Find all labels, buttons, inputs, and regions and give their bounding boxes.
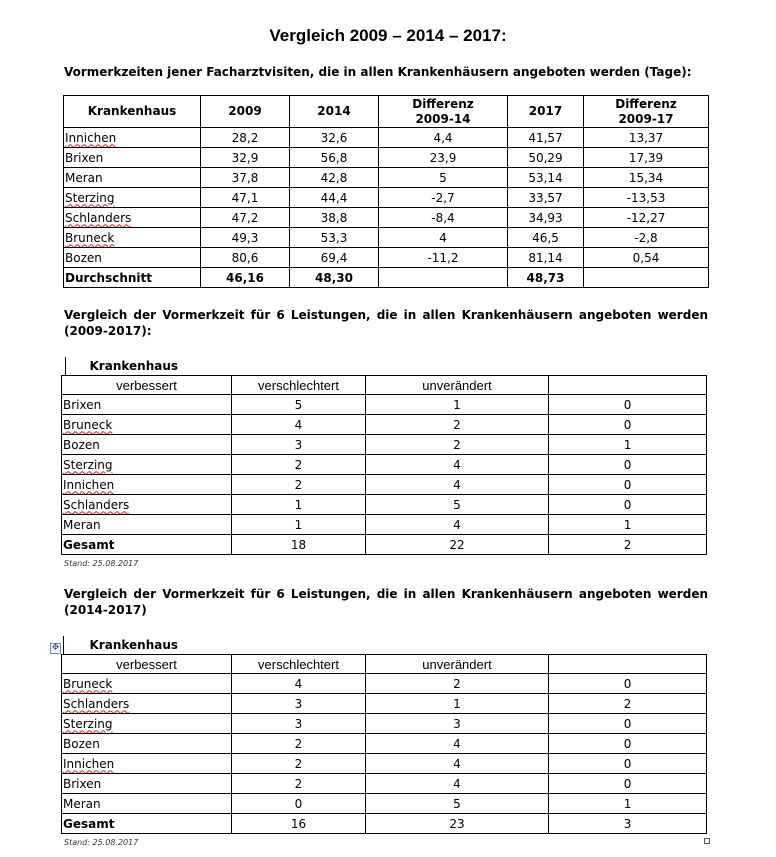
cell-count-2: 5 [366, 794, 549, 814]
cell-count-1: 5 [232, 395, 366, 415]
cell-count-1: 3 [232, 435, 366, 455]
table-row [62, 455, 707, 475]
cell-count-3: 0 [549, 714, 707, 734]
cell-hospital: Sterzing [62, 714, 232, 734]
cell-2009: 28,2 [201, 128, 290, 148]
cell-2017: 33,57 [508, 188, 584, 208]
caption-row [62, 357, 707, 376]
cell-2017: 34,93 [508, 208, 584, 228]
header-unveraendert: unverändert [366, 655, 549, 674]
table-row [62, 734, 707, 754]
cell-2014: 44,4 [290, 188, 379, 208]
table-row [62, 515, 707, 535]
caption-row [62, 636, 707, 655]
cell-count-3: 0 [549, 415, 707, 435]
cell-2014: 48,30 [290, 268, 379, 288]
header-extra [549, 376, 707, 395]
table-header-row [62, 376, 707, 395]
header-verschlechtert: verschlechtert [232, 376, 366, 395]
header-verbessert: verbessert [62, 376, 232, 395]
cell-hospital: Sterzing [62, 455, 232, 475]
cell-count-3: 0 [549, 495, 707, 515]
cell-2009: 46,16 [201, 268, 290, 288]
cell-krankenhaus: Meran [64, 168, 201, 188]
cell-count-2: 4 [366, 475, 549, 495]
cell-2017: 81,14 [508, 248, 584, 268]
cell-count-3: 0 [549, 455, 707, 475]
table-row [64, 188, 709, 208]
cell-count-3: 0 [549, 754, 707, 774]
cell-krankenhaus: Brixen [64, 148, 201, 168]
total-row [62, 535, 707, 555]
cell-2014: 38,8 [290, 208, 379, 228]
cell-count-2: 5 [366, 495, 549, 515]
cell-count-2: 3 [366, 714, 549, 734]
header-verbessert: verbessert [62, 655, 232, 674]
cell-krankenhaus: Sterzing [64, 188, 201, 208]
cell-2017: 48,73 [508, 268, 584, 288]
comparison-table-2009-2017 [61, 357, 707, 555]
cell-count-2: 2 [366, 435, 549, 455]
stand-date: Stand: 25.08.2017 [64, 559, 139, 568]
cell-2017: 50,29 [508, 148, 584, 168]
cell-diff-2009-14: -11,2 [379, 248, 508, 268]
cell-count-1: 3 [232, 694, 366, 714]
total-row [62, 814, 707, 834]
cell-total-3: 3 [549, 814, 707, 834]
table-row [62, 475, 707, 495]
cell-2014: 32,6 [290, 128, 379, 148]
cell-total-label: Gesamt [62, 814, 232, 834]
cell-diff-2009-14: 5 [379, 168, 508, 188]
cell-total-2: 22 [366, 535, 549, 555]
cell-2014: 53,3 [290, 228, 379, 248]
table-row [62, 395, 707, 415]
cell-2014: 56,8 [290, 148, 379, 168]
cell-hospital: Brixen [62, 395, 232, 415]
waiting-times-table [63, 95, 709, 288]
cell-2009: 47,1 [201, 188, 290, 208]
cell-total-label: Gesamt [62, 535, 232, 555]
table-row [62, 754, 707, 774]
cell-hospital: Innichen [62, 754, 232, 774]
cell-hospital: Schlanders [62, 495, 232, 515]
cell-total-1: 16 [232, 814, 366, 834]
cell-count-3: 0 [549, 774, 707, 794]
cell-diff-2009-14: -8,4 [379, 208, 508, 228]
cell-krankenhaus: Schlanders [64, 208, 201, 228]
cell-2009: 47,2 [201, 208, 290, 228]
cell-count-2: 4 [366, 774, 549, 794]
cell-count-1: 0 [232, 794, 366, 814]
cell-hospital: Brixen [62, 774, 232, 794]
cell-hospital: Meran [62, 794, 232, 814]
header-2017: 2017 [508, 96, 584, 128]
cell-count-1: 2 [232, 774, 366, 794]
cell-hospital: Bruneck [62, 674, 232, 694]
cell-count-1: 1 [232, 495, 366, 515]
table-row [62, 415, 707, 435]
cell-count-1: 2 [232, 475, 366, 495]
cell-2017: 46,5 [508, 228, 584, 248]
cell-count-3: 1 [549, 435, 707, 455]
cell-count-2: 2 [366, 674, 549, 694]
table-row [64, 228, 709, 248]
cell-hospital: Schlanders [62, 694, 232, 714]
table-caption: Krankenhaus [89, 359, 179, 373]
cell-count-1: 3 [232, 714, 366, 734]
header-unveraendert: unverändert [366, 376, 549, 395]
cell-diff-2009-17: -13,53 [584, 188, 709, 208]
section2-heading: Vergleich der Vormerkzeit für 6 Leistungen, die in allen Krankenhäusern angeboten werden (2009-2017): [64, 308, 708, 338]
header-diff-2009-14: Differenz 2009-14 [379, 96, 508, 128]
table-row [64, 248, 709, 268]
cell-diff-2009-14: 4,4 [379, 128, 508, 148]
section3-heading: Vergleich der Vormerkzeit für 6 Leistungen, die in allen Krankenhäusern angeboten werden (2014-2017) [64, 587, 708, 617]
cell-2009: 37,8 [201, 168, 290, 188]
cell-diff-2009-17: 13,37 [584, 128, 709, 148]
cell-2009: 49,3 [201, 228, 290, 248]
cell-count-2: 1 [366, 395, 549, 415]
table-resize-handle-icon[interactable] [704, 838, 710, 844]
header-krankenhaus: Krankenhaus [64, 96, 201, 128]
cell-2017: 53,14 [508, 168, 584, 188]
header-extra [549, 655, 707, 674]
cell-krankenhaus: Innichen [64, 128, 201, 148]
cell-2009: 32,9 [201, 148, 290, 168]
header-verschlechtert: verschlechtert [232, 655, 366, 674]
table-row [62, 714, 707, 734]
table-row [62, 495, 707, 515]
cell-diff-2009-17: -2,8 [584, 228, 709, 248]
cell-count-2: 2 [366, 415, 549, 435]
table-move-handle-icon[interactable]: ✥ [51, 643, 60, 653]
cell-krankenhaus: Bruneck [64, 228, 201, 248]
table-row [62, 674, 707, 694]
cell-diff-2009-17: 15,34 [584, 168, 709, 188]
cell-count-2: 4 [366, 754, 549, 774]
table-caption: Krankenhaus [89, 638, 179, 652]
cell-diff-2009-17: 17,39 [584, 148, 709, 168]
cell-count-3: 0 [549, 674, 707, 694]
cell-hospital: Meran [62, 515, 232, 535]
cell-total-3: 2 [549, 535, 707, 555]
cell-count-3: 0 [549, 395, 707, 415]
table-row [62, 794, 707, 814]
cell-hospital: Bozen [62, 435, 232, 455]
cell-count-3: 2 [549, 694, 707, 714]
page-title: Vergleich 2009 – 2014 – 2017: [269, 26, 507, 45]
cell-total-2: 23 [366, 814, 549, 834]
cell-count-2: 1 [366, 694, 549, 714]
header-2009: 2009 [201, 96, 290, 128]
cell-diff-2009-17: -12,27 [584, 208, 709, 228]
comparison-table-2014-2017 [61, 636, 707, 834]
cell-diff-2009-17 [584, 268, 709, 288]
section1-heading: Vormerkzeiten jener Facharztvisiten, die in allen Krankenhäusern angeboten werden (Tage): [64, 65, 692, 79]
table-row [64, 168, 709, 188]
average-row [64, 268, 709, 288]
header-diff-2009-17: Differenz 2009-17 [584, 96, 709, 128]
header-2014: 2014 [290, 96, 379, 128]
cell-krankenhaus: Bozen [64, 248, 201, 268]
cell-count-1: 2 [232, 754, 366, 774]
cell-count-1: 2 [232, 455, 366, 475]
cell-count-1: 4 [232, 415, 366, 435]
table-row [64, 208, 709, 228]
stand-date: Stand: 25.08.2017 [64, 838, 139, 847]
cell-hospital: Bozen [62, 734, 232, 754]
cell-count-3: 0 [549, 734, 707, 754]
cell-count-2: 4 [366, 515, 549, 535]
cell-count-2: 4 [366, 734, 549, 754]
cell-count-1: 2 [232, 734, 366, 754]
cell-krankenhaus: Durchschnitt [64, 268, 201, 288]
cell-2014: 42,8 [290, 168, 379, 188]
cell-diff-2009-17: 0,54 [584, 248, 709, 268]
cell-hospital: Bruneck [62, 415, 232, 435]
table-row [62, 435, 707, 455]
table-row [64, 128, 709, 148]
table-row [62, 774, 707, 794]
cell-diff-2009-14: -2,7 [379, 188, 508, 208]
cell-diff-2009-14: 4 [379, 228, 508, 248]
cell-hospital: Innichen [62, 475, 232, 495]
table-header-row [64, 96, 709, 128]
cell-count-3: 0 [549, 475, 707, 495]
cell-total-1: 18 [232, 535, 366, 555]
cell-count-3: 1 [549, 794, 707, 814]
cell-count-3: 1 [549, 515, 707, 535]
cell-diff-2009-14 [379, 268, 508, 288]
cell-diff-2009-14: 23,9 [379, 148, 508, 168]
table-row [62, 694, 707, 714]
cell-2009: 80,6 [201, 248, 290, 268]
cell-2017: 41,57 [508, 128, 584, 148]
cell-count-1: 4 [232, 674, 366, 694]
table-header-row [62, 655, 707, 674]
table-row [64, 148, 709, 168]
cell-count-1: 1 [232, 515, 366, 535]
cell-count-2: 4 [366, 455, 549, 475]
cell-2014: 69,4 [290, 248, 379, 268]
